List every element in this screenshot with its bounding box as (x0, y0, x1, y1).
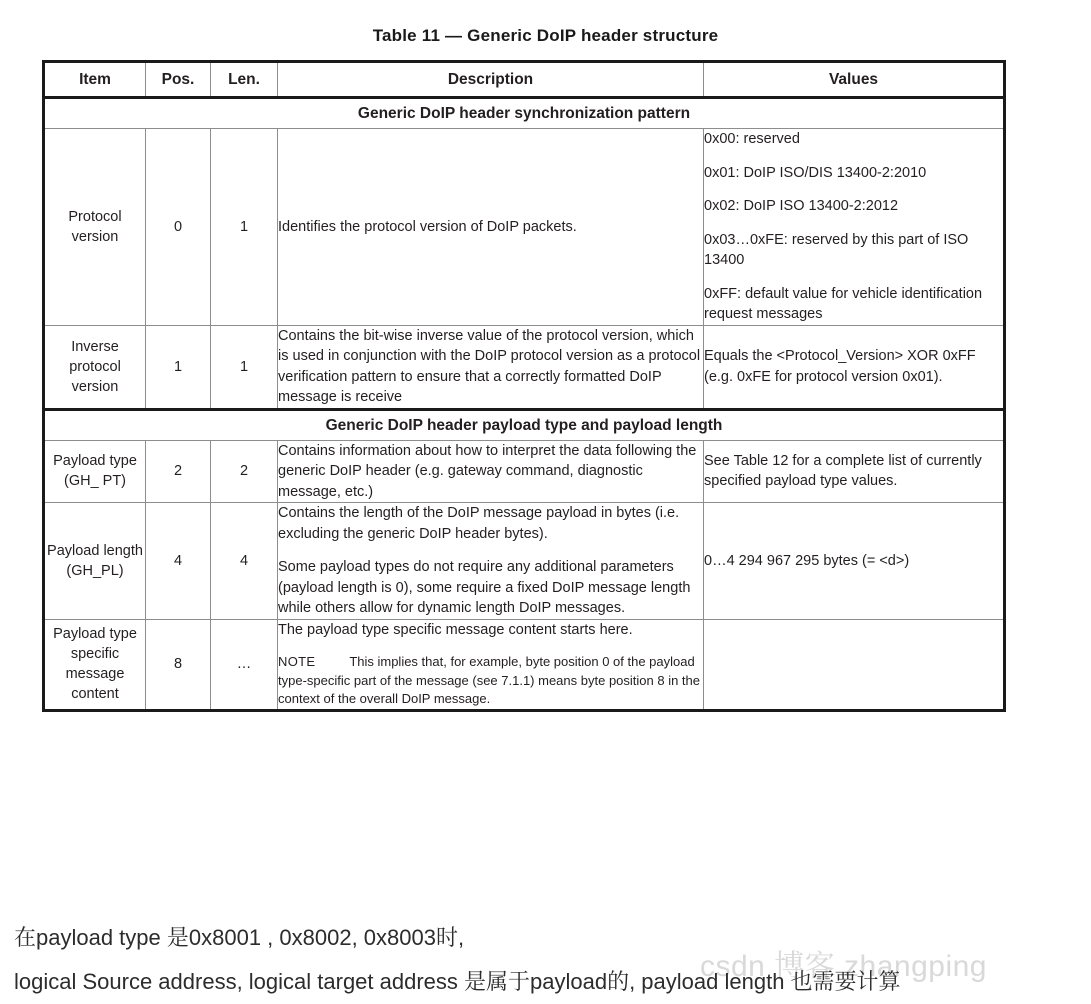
generic-doip-header-table (42, 60, 1006, 712)
row-description-payload-type-specific-content (278, 619, 704, 710)
table-caption: Table 11 — Generic DoIP header structure (372, 26, 719, 45)
column-header-description: Description (278, 62, 704, 98)
row-pos-inverse-protocol-version: 1 (146, 325, 211, 409)
description-paragraph: Contains the length of the DoIP message payload in bytes (i.e. excluding the generic DoIP header bytes). (278, 505, 680, 542)
section-banner-label: Generic DoIP header payload type and payload length (44, 409, 1005, 440)
row-values-payload-type-specific-content (704, 619, 1005, 710)
value-line: 0…4 294 967 295 bytes (= <d>) (704, 552, 910, 569)
value-line: 0x03…0xFE: reserved by this part of ISO 13400 (704, 231, 969, 268)
row-item-protocol-version: Protocol version (44, 129, 146, 326)
row-len-payload-type-specific-content: … (211, 619, 278, 710)
table-header-row (44, 62, 1005, 98)
column-header-item: Item (44, 62, 146, 98)
row-description-protocol-version (278, 129, 704, 326)
row-values-protocol-version (704, 129, 1005, 326)
table-row (44, 440, 1005, 503)
column-header-len: Len. (211, 62, 278, 98)
column-header-values: Values (704, 62, 1005, 98)
row-len-protocol-version: 1 (211, 129, 278, 326)
description-paragraph: Contains the bit-wise inverse value of the protocol version, which is used in conjunction with the DoIP protocol version as a protocol verification pattern to ensure that a correctly formatted DoIP message is receive (278, 327, 701, 405)
value-line: See Table 12 for a complete list of currently specified payload type values. (704, 452, 982, 490)
row-pos-payload-type-specific-content: 8 (146, 619, 211, 710)
row-description-payload-type (278, 440, 704, 503)
note-text: This implies that, for example, byte position 0 of the payload type-specific part of the message (see 7.1.1) means byte position 8 in the context of the overall DoIP message. (278, 654, 701, 706)
section-banner-payload-type-and-length (44, 409, 1005, 440)
row-pos-payload-type: 2 (146, 440, 211, 503)
row-item-payload-type-specific-content: Payload type specific message content (44, 619, 146, 710)
value-line: 0x00: reserved (704, 131, 800, 147)
row-description-payload-length (278, 503, 704, 620)
row-pos-protocol-version: 0 (146, 129, 211, 326)
description-paragraph: Some payload types do not require any additional parameters (payload length is 0), some require a fixed DoIP message length while others allow for dynamic length DoIP messages. (278, 559, 691, 616)
annotation-line-1: 在payload type 是0x8001 , 0x8002, 0x8003时, (14, 925, 465, 950)
description-note (278, 653, 703, 709)
row-item-inverse-protocol-version: Inverse protocol version (44, 325, 146, 409)
section-banner-label: Generic DoIP header synchronization pattern (44, 98, 1005, 129)
row-item-payload-type: Payload type (GH_ PT) (44, 440, 146, 503)
row-pos-payload-length: 4 (146, 503, 211, 620)
column-header-pos: Pos. (146, 62, 211, 98)
csdn-watermark: csdn 博客 zhangping (700, 950, 987, 983)
row-values-payload-length (704, 503, 1005, 620)
row-len-payload-length: 4 (211, 503, 278, 620)
row-item-payload-length: Payload length (GH_PL) (44, 503, 146, 620)
value-line: Equals the <Protocol_Version> XOR 0xFF (e.g. 0xFE for protocol version 0x01). (704, 348, 976, 385)
value-line: 0xFF: default value for vehicle identification request messages (704, 285, 983, 322)
value-line: 0x01: DoIP ISO/DIS 13400-2:2010 (704, 164, 927, 181)
note-label: NOTE (278, 654, 316, 669)
annotation-text (14, 916, 1084, 1004)
table-row (44, 503, 1005, 620)
description-paragraph: Contains information about how to interpret the data following the generic DoIP header (e.g. gateway command, diagnostic message, etc.) (278, 442, 697, 500)
row-len-payload-type: 2 (211, 440, 278, 503)
row-description-inverse-protocol-version (278, 325, 704, 409)
description-paragraph: Identifies the protocol version of DoIP packets. (278, 218, 577, 235)
row-values-payload-type (704, 440, 1005, 503)
annotation-line-2: logical Source address, logical target address 是属于payload的, payload length 也需要计算 (14, 969, 901, 994)
value-line: 0x02: DoIP ISO 13400-2:2012 (704, 198, 899, 214)
table-row (44, 325, 1005, 409)
description-paragraph: The payload type specific message content starts here. (278, 621, 633, 638)
row-values-inverse-protocol-version (704, 325, 1005, 409)
table-row (44, 619, 1005, 710)
table-row (44, 129, 1005, 326)
row-len-inverse-protocol-version: 1 (211, 325, 278, 409)
section-banner-synchronization-pattern (44, 98, 1005, 129)
